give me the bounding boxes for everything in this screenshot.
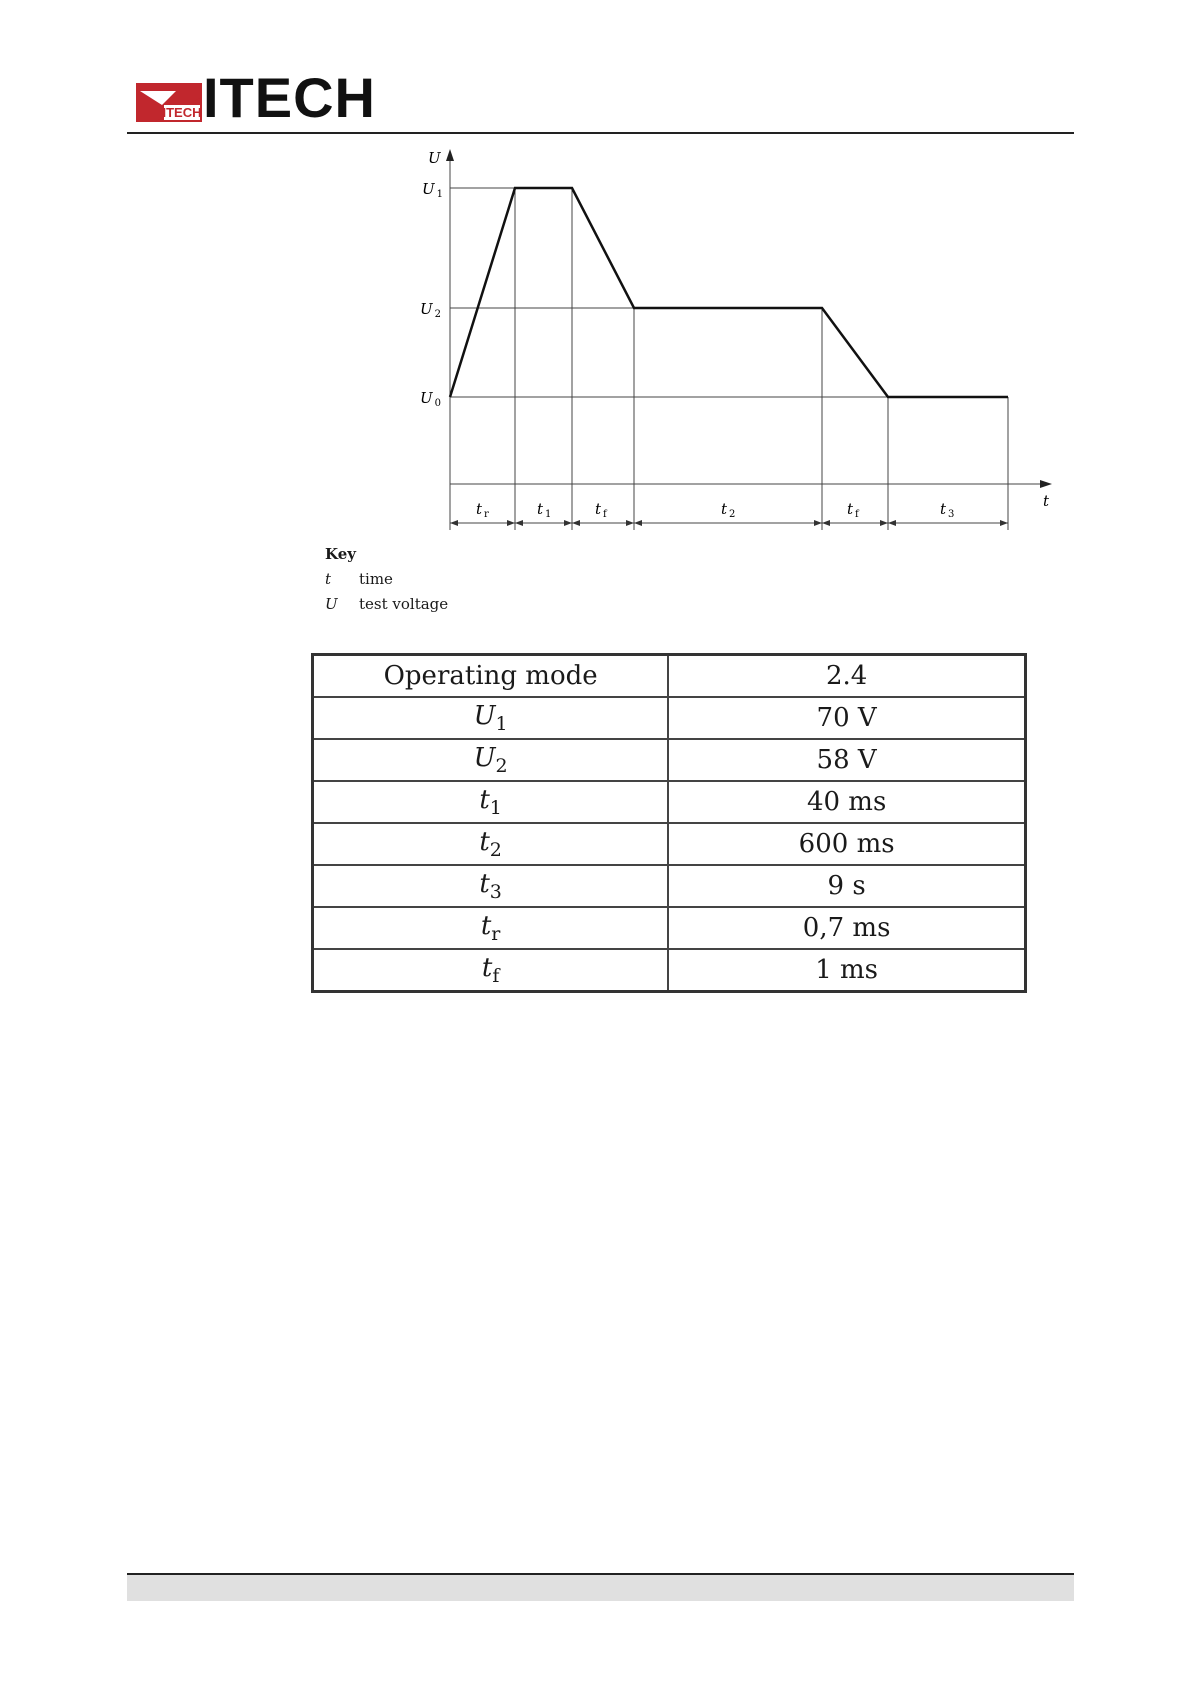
footer-band [127,1575,1074,1601]
key-label: test voltage [359,595,449,613]
parameter-symbol: $U_2$ [313,739,669,781]
y-axis-label: U [428,149,441,167]
key-title: Key [325,545,356,563]
parameter-symbol: $t_1$ [313,781,669,823]
parameter-value: 1 ms [668,949,1025,992]
interval-label-t2: t $_2$ [721,500,736,520]
level-label-u1: U $_1$ [422,180,444,200]
diagram-key [325,542,448,617]
parameter-value: 58 V [668,739,1025,781]
parameter-value: 70 V [668,697,1025,739]
table-row [313,739,1026,781]
interval-label-t3: t $_3$ [940,500,955,520]
table-row [313,781,1026,823]
table-header-value: 2.4 [668,655,1025,698]
y-axis-arrow [446,149,454,161]
key-symbol: U [325,595,338,613]
parameter-value: 9 s [668,865,1025,907]
table-header-row [313,655,1026,698]
x-axis-label: t [1043,492,1050,510]
key-item [325,592,448,617]
voltage-profile-diagram [0,0,1191,560]
parameter-symbol: $t_r$ [313,907,669,949]
parameter-value: 0,7 ms [668,907,1025,949]
voltage-waveform [450,188,1008,397]
key-item [325,567,448,592]
level-label-u0: U $_0$ [420,389,442,409]
table-row [313,823,1026,865]
x-axis-arrow [1040,480,1052,488]
parameter-value: 600 ms [668,823,1025,865]
parameter-symbol: $U_1$ [313,697,669,739]
table-row [313,865,1026,907]
interval-label-tf-2: t $_f$ [847,500,859,520]
parameter-table [311,653,1027,993]
table-row [313,907,1026,949]
parameter-value: 40 ms [668,781,1025,823]
itech-wordmark: ITECH [203,66,376,129]
table-row [313,949,1026,992]
key-label: time [359,570,393,588]
table-header-label: Operating mode [313,655,669,698]
key-symbol: t [325,570,332,588]
table-row [313,697,1026,739]
logo-mark-text: ITECH [162,105,202,120]
parameter-symbol: $t_2$ [313,823,669,865]
interval-label-tr: t $_r$ [476,500,489,520]
interval-label-t1: t $_1$ [537,500,552,520]
parameter-symbol: $t_f$ [313,949,669,992]
interval-label-tf-1: t $_f$ [595,500,607,520]
level-label-u2: U $_2$ [420,300,442,320]
parameter-symbol: $t_3$ [313,865,669,907]
